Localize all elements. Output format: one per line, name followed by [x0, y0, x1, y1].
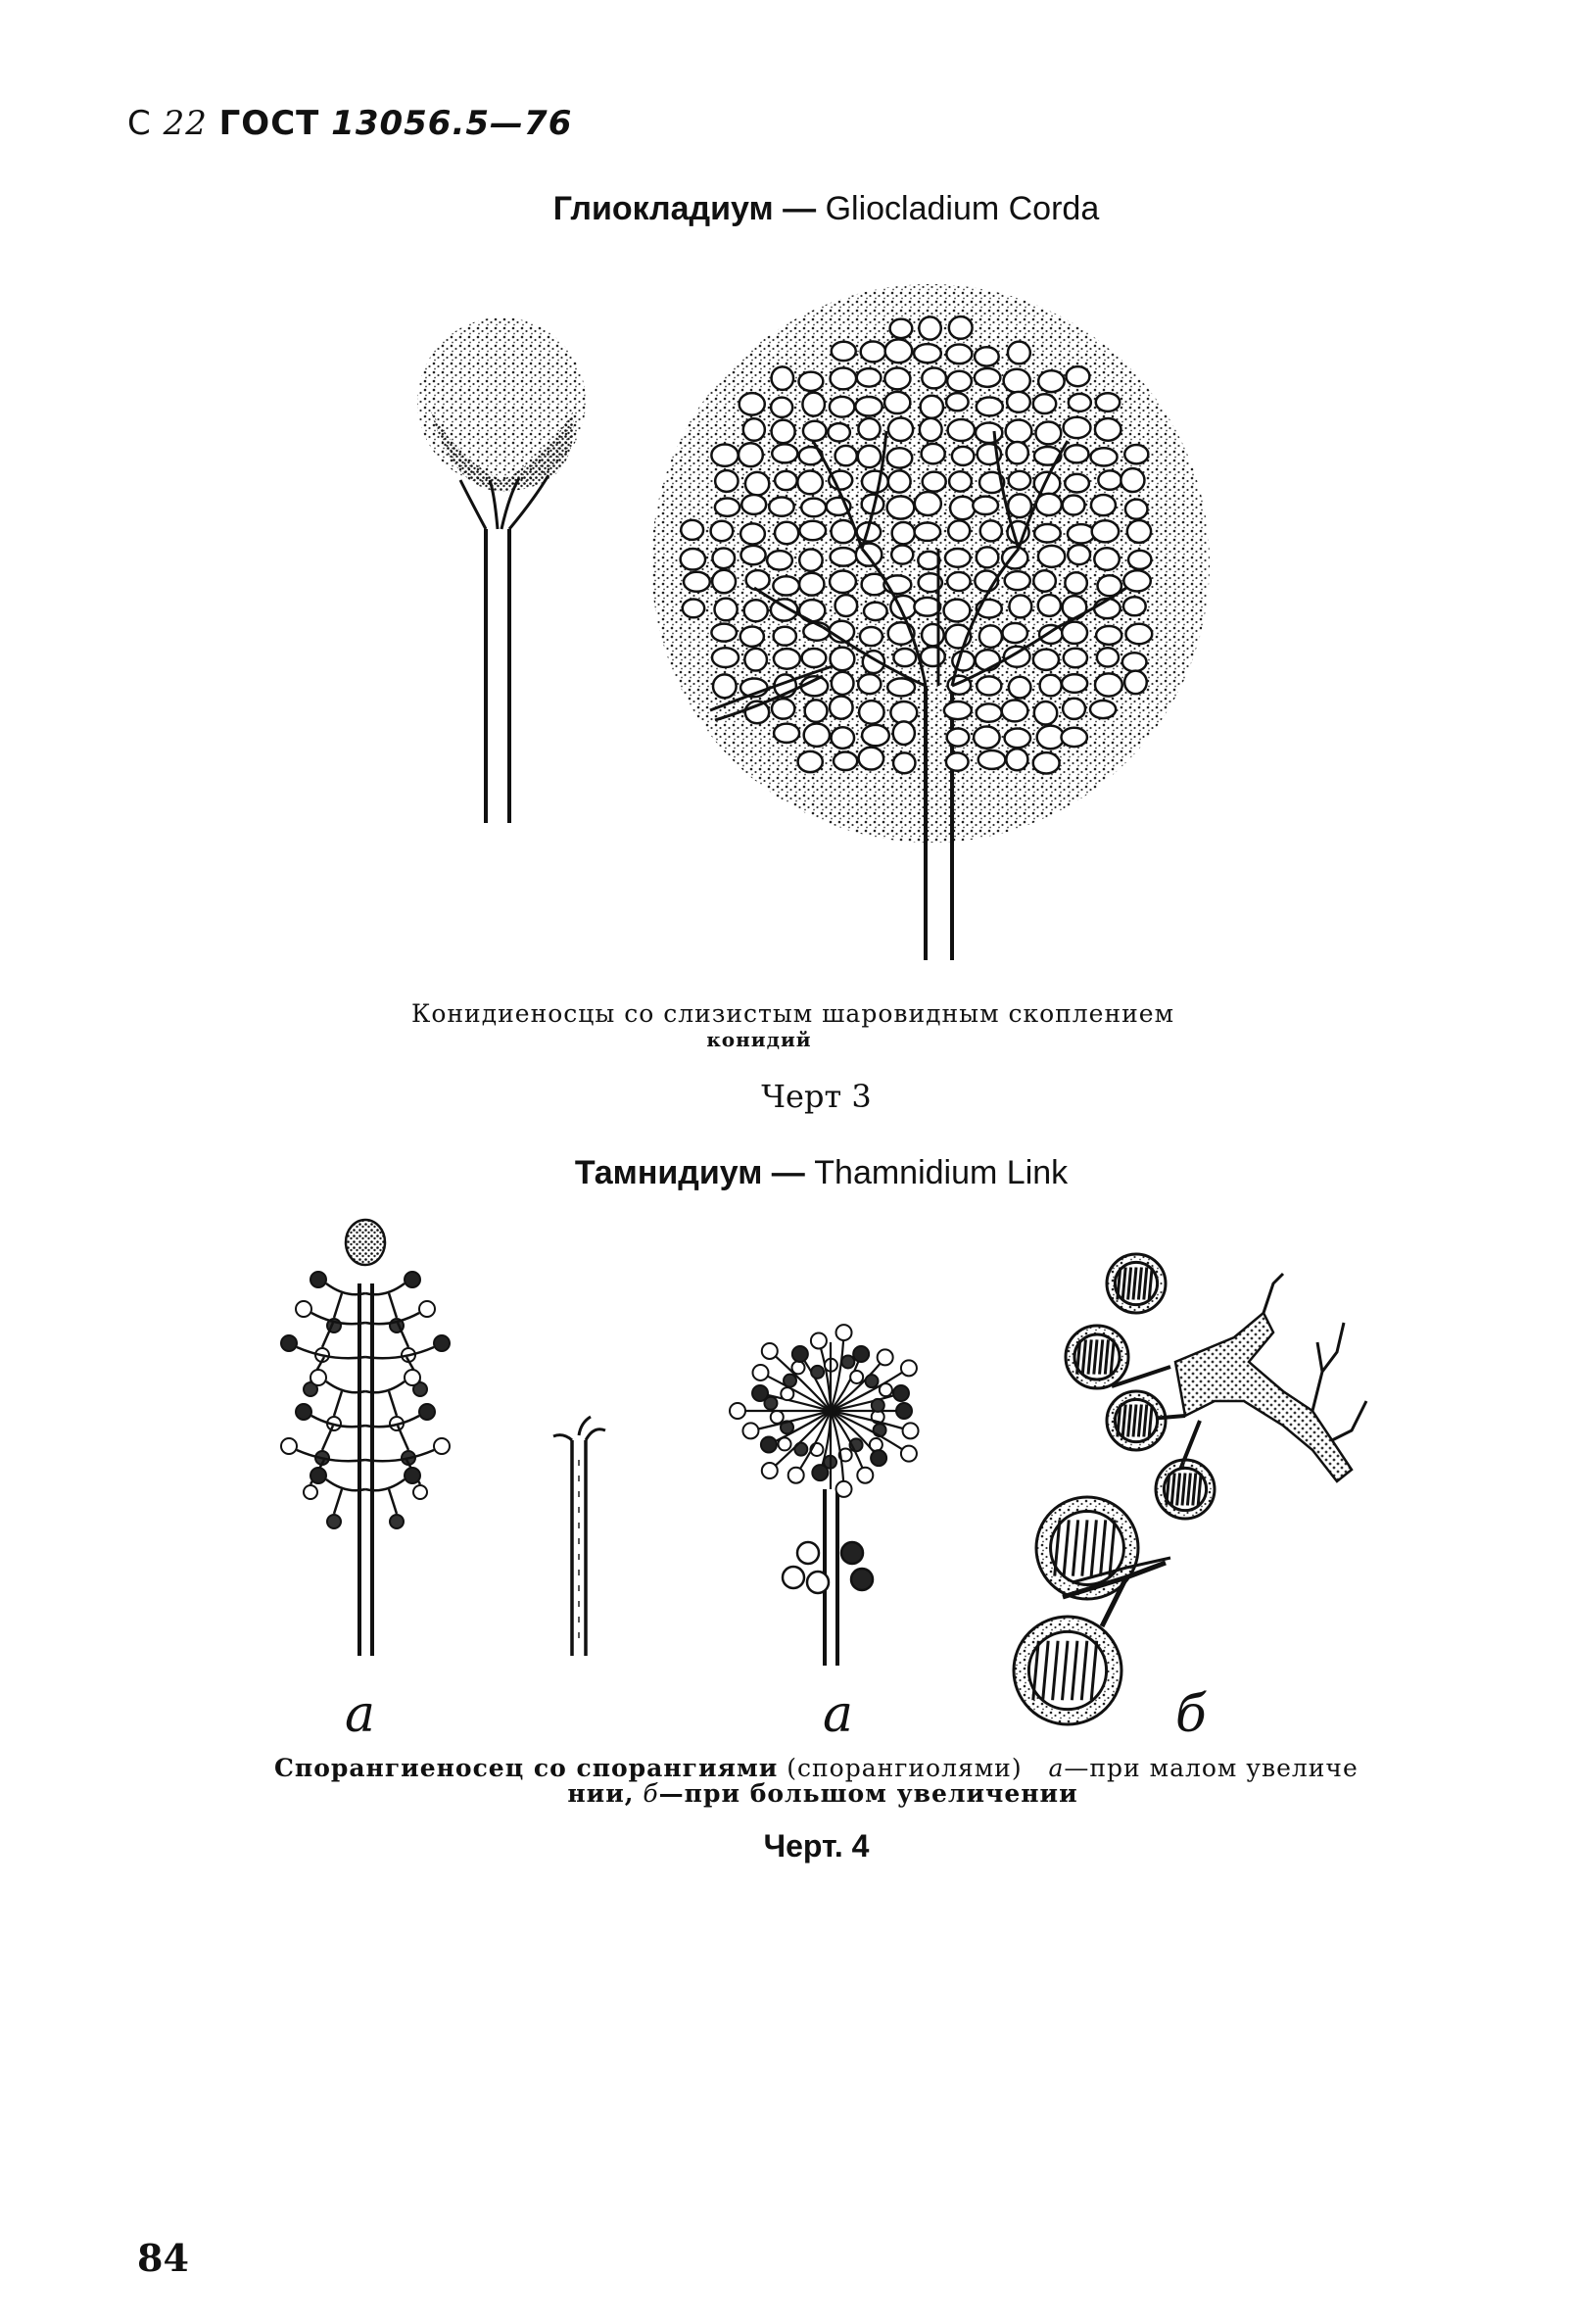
conidium — [1005, 571, 1030, 590]
sporangiole — [752, 1365, 768, 1380]
sporangiole — [812, 1465, 828, 1480]
conidium — [774, 627, 796, 646]
sporangiole — [327, 1515, 341, 1528]
conidium — [921, 647, 945, 666]
sporangiole — [296, 1301, 311, 1317]
conidium — [1002, 623, 1026, 643]
conidium — [857, 368, 882, 387]
header-standard: ГОСТ — [218, 104, 320, 143]
conidium — [977, 398, 1003, 416]
conidium — [978, 750, 1006, 769]
header-standard-number: 13056.5—76 — [331, 104, 573, 143]
conidium — [798, 372, 823, 391]
conidium — [864, 603, 887, 620]
conidium — [830, 397, 855, 417]
conidium — [772, 366, 793, 390]
figure4-caption-part4: —при малом увеличе — [1064, 1754, 1359, 1782]
sporangium — [851, 1569, 873, 1590]
conidium — [888, 470, 911, 492]
conidium — [1061, 728, 1086, 747]
sporangiole — [836, 1325, 852, 1340]
conidium — [921, 396, 943, 418]
sporangiole — [296, 1404, 311, 1420]
conidium — [918, 552, 939, 569]
figure3-title-ru: Глиокладиум — — [552, 190, 817, 227]
conidium — [1006, 442, 1027, 463]
conidium — [893, 721, 915, 745]
conidium — [1090, 448, 1117, 465]
sporangiole — [841, 1355, 854, 1368]
figure3-title-latin: Gliocladium Corda — [825, 190, 1100, 227]
conidium — [1006, 749, 1027, 770]
conidium — [1124, 445, 1148, 463]
conidium — [1009, 471, 1031, 490]
conidium — [774, 724, 799, 743]
sporangiole — [730, 1403, 745, 1419]
figure4-caption-line2b: б — [643, 1779, 659, 1808]
sporangiole — [771, 1411, 784, 1424]
sporangiole — [871, 1450, 886, 1466]
conidium — [945, 549, 971, 567]
sporangiole — [792, 1346, 808, 1362]
conidium — [890, 319, 913, 338]
conidium — [1004, 369, 1030, 393]
thamnidium-a-left-drawing — [281, 1220, 450, 1656]
conidium — [715, 470, 738, 492]
conidium — [740, 626, 764, 646]
sporangiole — [836, 1481, 852, 1497]
conidium — [1034, 702, 1057, 724]
conidium — [1038, 595, 1061, 616]
sporangiole — [405, 1370, 420, 1385]
conidium — [711, 521, 734, 541]
sporangiole — [419, 1404, 435, 1420]
conidium — [944, 702, 972, 719]
conidium — [773, 576, 799, 595]
conidium — [1038, 546, 1065, 567]
conidium — [923, 472, 946, 492]
conidium — [884, 392, 910, 413]
conidium — [1068, 524, 1095, 543]
conidium — [1098, 470, 1121, 489]
conidium — [919, 316, 940, 339]
conidium — [740, 523, 765, 544]
conidium — [832, 672, 854, 695]
figure4-caption — [274, 1756, 1430, 1807]
sporangiole — [310, 1468, 326, 1483]
conidium — [914, 344, 941, 363]
conidium — [1009, 677, 1031, 699]
sporangiole — [310, 1272, 326, 1287]
conidium — [715, 599, 738, 621]
sporangium — [841, 1542, 863, 1564]
conidium — [859, 701, 883, 724]
conidium — [976, 423, 1002, 443]
conidium — [771, 398, 792, 417]
conidium — [948, 520, 970, 541]
conidium — [1096, 626, 1121, 645]
conidium — [775, 471, 797, 490]
conidium — [1007, 392, 1030, 412]
figure3-caption-line1: Конидиеносцы со слизистым шаровидным скоплением — [411, 999, 1175, 1028]
conidium — [1064, 417, 1091, 438]
conidium — [1038, 370, 1064, 392]
conidium — [743, 418, 765, 441]
conidium — [1124, 671, 1147, 695]
conidium — [775, 522, 798, 544]
conidium — [834, 752, 857, 771]
figure4-letter-a-left: а — [345, 1685, 376, 1744]
conidium — [1009, 596, 1031, 618]
conidium — [741, 495, 766, 514]
sporangiole — [784, 1375, 796, 1387]
conidium — [1065, 474, 1089, 493]
conidium — [1063, 699, 1085, 719]
sporangiole — [762, 1343, 778, 1359]
conidium — [835, 446, 857, 465]
conidium — [828, 423, 849, 441]
conidium — [1035, 421, 1061, 444]
sporangiole — [390, 1515, 404, 1528]
conidium — [774, 649, 800, 669]
conidium — [769, 497, 793, 515]
figure4-title-latin: Thamnidium Link — [814, 1154, 1069, 1191]
figure4-caption-part3: а — [1048, 1754, 1065, 1782]
conidium — [1040, 675, 1062, 697]
conidium — [1033, 752, 1060, 773]
sporangiole — [811, 1366, 824, 1379]
conidium — [1092, 520, 1119, 542]
thamnidium-b-drawing — [1014, 1254, 1366, 1724]
conidium — [799, 521, 826, 541]
sporangium — [797, 1542, 819, 1564]
conidium — [976, 650, 1000, 670]
conidium — [830, 571, 856, 594]
conidium — [715, 499, 739, 516]
figure3-caption — [411, 1001, 1254, 1052]
conidium — [887, 496, 915, 518]
conidium — [745, 472, 769, 496]
conidium — [831, 648, 855, 671]
conidium — [739, 393, 765, 414]
conidium — [977, 547, 999, 567]
conidium — [1006, 419, 1032, 442]
conidium — [885, 339, 913, 363]
sporangiole — [405, 1272, 420, 1287]
conidium — [799, 550, 822, 571]
conidium — [803, 421, 827, 441]
sporangiole — [903, 1423, 919, 1438]
sporangiole — [762, 1463, 778, 1478]
conidium — [922, 367, 946, 388]
conidium — [1125, 500, 1148, 519]
sporangiole — [405, 1468, 420, 1483]
conidium — [832, 342, 856, 361]
conidium — [772, 699, 794, 719]
conidium — [862, 725, 889, 746]
conidium — [1123, 597, 1146, 615]
sporangiole — [853, 1346, 869, 1362]
figure4-letter-b: б — [1175, 1685, 1207, 1744]
conidium — [884, 368, 910, 390]
conidium — [861, 341, 885, 362]
conidium — [711, 624, 737, 642]
conidium — [1008, 342, 1030, 364]
conidium — [922, 624, 944, 646]
conidium — [975, 347, 999, 365]
conidium — [893, 649, 916, 666]
conidium — [1127, 520, 1151, 543]
conidium — [915, 492, 941, 515]
conidium — [1097, 648, 1119, 666]
conidium — [946, 393, 968, 411]
conidium — [914, 598, 940, 616]
conidium — [767, 551, 792, 569]
conidium — [1033, 570, 1056, 592]
conidium — [946, 344, 972, 363]
conidium — [948, 419, 975, 441]
figure4-caption-line2a: нии, — [567, 1779, 635, 1808]
conidium — [681, 520, 703, 540]
sporangiole — [752, 1385, 768, 1401]
sporangiole — [901, 1360, 917, 1376]
conidium — [798, 751, 823, 772]
conidium — [977, 703, 1002, 721]
conidium — [713, 674, 737, 698]
conidium — [802, 649, 827, 667]
conidium — [831, 548, 857, 566]
conidium — [746, 570, 770, 590]
conidium — [740, 546, 765, 564]
conidium — [1037, 726, 1065, 750]
conidium — [1062, 674, 1087, 693]
conidium — [805, 700, 828, 722]
conidium — [858, 674, 881, 694]
conidium — [711, 444, 738, 465]
sporangium — [783, 1567, 804, 1588]
figure4-caption-part1: Спорангиеносец со спорангиями — [274, 1754, 779, 1782]
conidium — [1068, 545, 1090, 564]
figure4-title — [0, 1154, 1574, 1192]
gliocladium-small-drawing — [417, 317, 586, 823]
conidium — [858, 418, 880, 440]
conidium — [1033, 394, 1056, 413]
conidium — [979, 625, 1002, 648]
sporangiole — [850, 1371, 863, 1383]
conidium — [684, 572, 710, 592]
sporangiole — [281, 1438, 297, 1454]
sporangiole — [901, 1446, 917, 1462]
conidium — [1002, 701, 1028, 722]
conidium — [1005, 728, 1030, 748]
conidium — [832, 727, 855, 749]
conidium — [973, 497, 998, 514]
conidium — [888, 418, 913, 441]
conidium — [1095, 418, 1121, 441]
conidium — [862, 471, 888, 493]
conidium — [1034, 524, 1061, 543]
conidium — [860, 627, 882, 646]
conidium — [683, 600, 704, 618]
thamnidium-a-middle-drawing — [730, 1325, 919, 1666]
sporangium — [807, 1572, 829, 1593]
figure4-title-ru: Тамнидиум — — [574, 1154, 805, 1191]
conidium — [980, 520, 1002, 541]
sporangiole — [880, 1383, 892, 1396]
conidium — [975, 368, 1000, 387]
conidium — [1066, 366, 1089, 386]
conidium — [1125, 624, 1152, 645]
conidium — [949, 316, 973, 339]
conidium — [1033, 650, 1059, 670]
conidium — [1065, 445, 1088, 462]
figure4-letter-a-middle: а — [823, 1685, 854, 1744]
conidium — [1091, 495, 1116, 515]
conidium — [1063, 495, 1085, 514]
header-prefix: С — [127, 104, 152, 143]
figure4-caption-line2 — [215, 1781, 1430, 1807]
conidium — [744, 649, 767, 671]
header-page-ref: 22 — [163, 104, 208, 143]
conidium — [859, 748, 883, 770]
conidium — [949, 471, 972, 491]
conidium — [922, 444, 945, 464]
conidium — [947, 728, 970, 746]
conidium — [920, 418, 942, 441]
conidium — [801, 499, 826, 517]
conidium — [1065, 572, 1086, 594]
conidium — [1090, 701, 1116, 718]
sporangiole — [791, 1361, 804, 1374]
conidium — [712, 548, 735, 568]
conidium — [1128, 551, 1151, 569]
sporangiole — [761, 1436, 777, 1452]
conidium — [1122, 653, 1147, 671]
figure3-label: Черт 3 — [761, 1078, 872, 1115]
figure4-caption-line2c: —при большом увеличении — [658, 1779, 1078, 1808]
sporangiole — [811, 1332, 827, 1348]
conidium — [712, 570, 736, 594]
conidium — [831, 367, 857, 389]
conidium — [977, 676, 1001, 695]
sporangiole — [419, 1301, 435, 1317]
conidium — [893, 752, 915, 773]
sporangiole — [281, 1335, 297, 1351]
conidium — [797, 470, 823, 494]
conidium — [1008, 494, 1031, 517]
conidium — [802, 393, 825, 416]
sporangiole — [434, 1438, 450, 1454]
sporangiole — [878, 1349, 893, 1365]
conidium — [974, 727, 1000, 749]
sporangiole — [872, 1399, 884, 1412]
conidium — [892, 522, 915, 544]
sporangiole — [857, 1468, 873, 1483]
conidium — [891, 545, 913, 563]
conidium — [1069, 394, 1091, 412]
conidium — [947, 572, 970, 591]
conidium — [744, 600, 768, 621]
conidium — [1096, 393, 1120, 412]
conidium — [830, 697, 853, 719]
conidium — [946, 752, 969, 770]
page-number: 84 — [137, 2236, 189, 2280]
sporangiole — [434, 1335, 450, 1351]
sporangiole — [742, 1423, 758, 1438]
conidium — [712, 648, 739, 667]
figure4-caption-part2: (спорангиолями) — [787, 1754, 1023, 1782]
conidium — [887, 678, 915, 696]
conidium — [835, 595, 858, 616]
conidium — [887, 448, 913, 467]
conidium — [1094, 548, 1119, 570]
conidium — [1064, 649, 1087, 668]
conidium — [804, 723, 830, 746]
figure4-label: Черт. 4 — [763, 1828, 870, 1864]
conidium — [772, 420, 795, 444]
sporangiole — [310, 1370, 326, 1385]
gliocladium-large-drawing — [651, 284, 1210, 960]
sporangiole — [788, 1468, 804, 1483]
conidium — [772, 444, 797, 462]
conidium — [855, 397, 882, 416]
conidium — [1095, 673, 1122, 696]
conidium — [799, 573, 824, 596]
sporangiole — [413, 1485, 427, 1499]
sporangiole — [896, 1403, 912, 1419]
conidium — [1121, 468, 1144, 492]
sporangiole — [304, 1485, 317, 1499]
conidium — [944, 600, 971, 622]
conidium — [915, 523, 941, 541]
conidium — [858, 446, 881, 467]
figure3-caption-line2: конидий — [706, 1028, 812, 1051]
conidium — [950, 497, 975, 519]
conidium — [952, 447, 975, 465]
sporangiole — [866, 1375, 879, 1387]
conidium — [681, 549, 705, 570]
thamnidium-stalk-drawing — [553, 1417, 605, 1656]
conidium — [1062, 622, 1087, 644]
conidium — [1123, 570, 1150, 591]
sporangiole — [893, 1385, 909, 1401]
conidium — [947, 371, 972, 392]
conidium — [739, 443, 763, 466]
